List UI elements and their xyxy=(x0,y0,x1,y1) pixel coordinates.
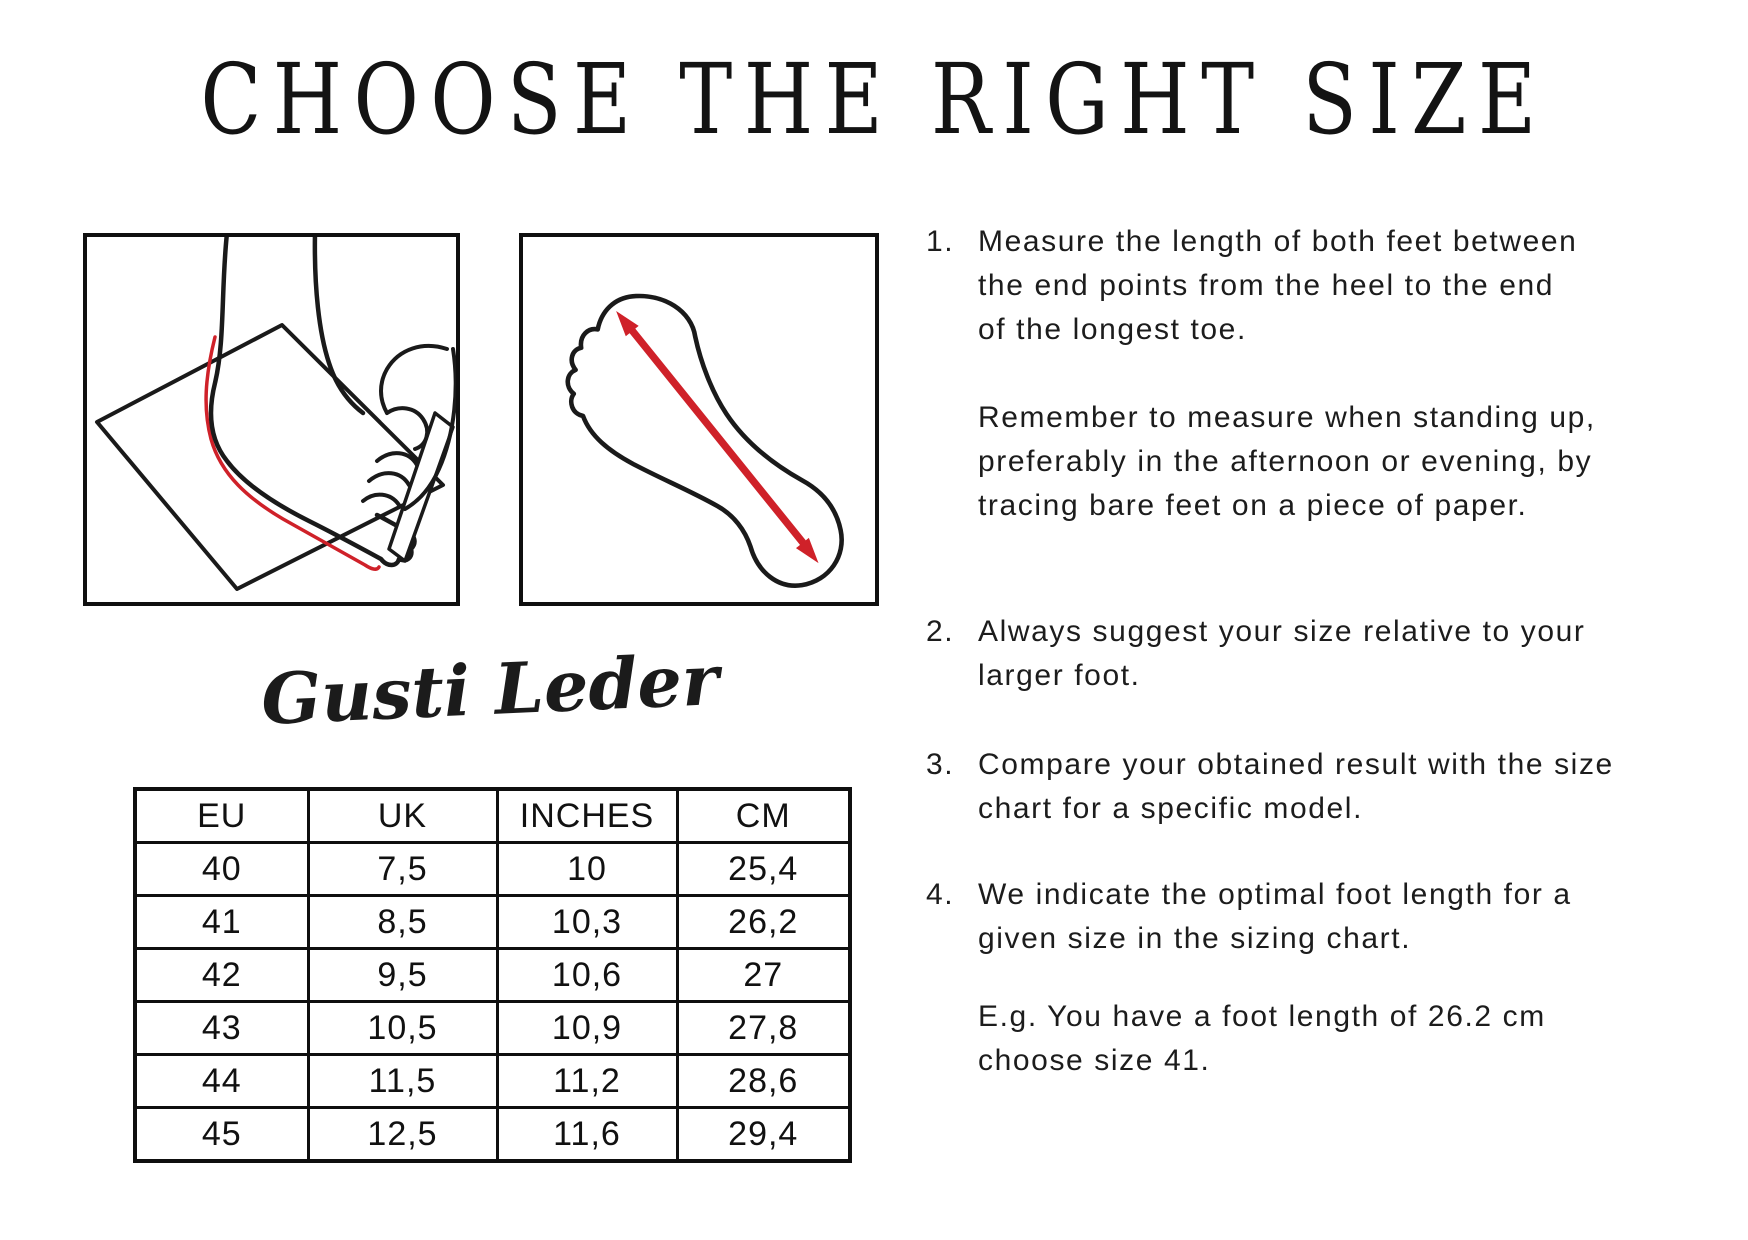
size-table-cell: 12,5 xyxy=(308,1108,497,1162)
size-table-cell: 25,4 xyxy=(677,843,850,896)
instruction-paragraph: Remember to measure when standing up, preferably in the afternoon or evening, by tracing bare feet on a piece of paper. xyxy=(978,401,1596,522)
size-table-cell: 11,5 xyxy=(308,1055,497,1108)
size-table-row xyxy=(135,1002,850,1055)
size-table-row xyxy=(135,1108,850,1162)
size-table-cell: 45 xyxy=(135,1108,308,1162)
size-table-row xyxy=(135,896,850,949)
instruction-number: 1. xyxy=(926,225,955,258)
size-table-row xyxy=(135,1055,850,1108)
instruction-paragraph: Compare your obtained result with the size chart for a specific model. xyxy=(978,748,1614,825)
instruction-item xyxy=(926,610,1732,698)
size-table-cell: 27,8 xyxy=(677,1002,850,1055)
instruction-paragraph: E.g. You have a foot length of 26.2 cm choose size 41. xyxy=(978,1000,1546,1077)
size-table-cell: 28,6 xyxy=(677,1055,850,1108)
instruction-text xyxy=(978,743,1732,831)
size-table-cell: 9,5 xyxy=(308,949,497,1002)
size-table-cell: 10,9 xyxy=(497,1002,677,1055)
size-table-cell: 11,6 xyxy=(497,1108,677,1162)
size-table-cell: 27 xyxy=(677,949,850,1002)
instruction-number: 2. xyxy=(926,615,955,648)
page-title: CHOOSE THE RIGHT SIZE xyxy=(200,43,1548,156)
instruction-number: 3. xyxy=(926,748,955,781)
instruction-item xyxy=(926,220,1732,528)
foot-length-measurement-illustration xyxy=(523,237,875,602)
size-table-cell: 10,6 xyxy=(497,949,677,1002)
size-table-cell: 10,3 xyxy=(497,896,677,949)
foot-tracing-illustration-box xyxy=(83,233,460,606)
size-table-cell: 29,4 xyxy=(677,1108,850,1162)
size-table-cell: 44 xyxy=(135,1055,308,1108)
size-table-header-cell: EU xyxy=(135,789,308,843)
brand-logo: Gusti Leder xyxy=(259,638,721,741)
size-table-body xyxy=(135,789,850,1161)
instruction-paragraph: Always suggest your size relative to your larger foot. xyxy=(978,615,1586,692)
instruction-paragraph: Measure the length of both feet between the end points from the heel to the end of the longest toe. xyxy=(978,225,1578,346)
size-table-row xyxy=(135,843,850,896)
instruction-paragraph: We indicate the optimal foot length for a given size in the sizing chart. xyxy=(978,878,1572,955)
size-table-cell: 11,2 xyxy=(497,1055,677,1108)
size-table-cell: 42 xyxy=(135,949,308,1002)
size-table-header-cell: CM xyxy=(677,789,850,843)
size-table-cell: 26,2 xyxy=(677,896,850,949)
size-table-header-row xyxy=(135,789,850,843)
size-table-row xyxy=(135,949,850,1002)
instruction-item xyxy=(926,743,1732,831)
size-table-header-cell: UK xyxy=(308,789,497,843)
instructions-list xyxy=(926,220,1732,1083)
foot-measurement-illustration-box xyxy=(519,233,879,606)
size-table-cell: 41 xyxy=(135,896,308,949)
size-table xyxy=(133,787,852,1163)
hand-outline xyxy=(381,346,447,413)
size-table-cell: 10 xyxy=(497,843,677,896)
instruction-item xyxy=(926,873,1732,1083)
size-table-cell: 40 xyxy=(135,843,308,896)
instruction-number: 4. xyxy=(926,878,955,911)
size-table-header-cell: INCHES xyxy=(497,789,677,843)
foot-tracing-illustration xyxy=(87,237,456,602)
size-table-cell: 10,5 xyxy=(308,1002,497,1055)
instruction-text xyxy=(978,220,1732,528)
instruction-text xyxy=(978,873,1732,1083)
instruction-text xyxy=(978,610,1732,698)
size-table-cell: 8,5 xyxy=(308,896,497,949)
size-table-cell: 43 xyxy=(135,1002,308,1055)
size-table-cell: 7,5 xyxy=(308,843,497,896)
